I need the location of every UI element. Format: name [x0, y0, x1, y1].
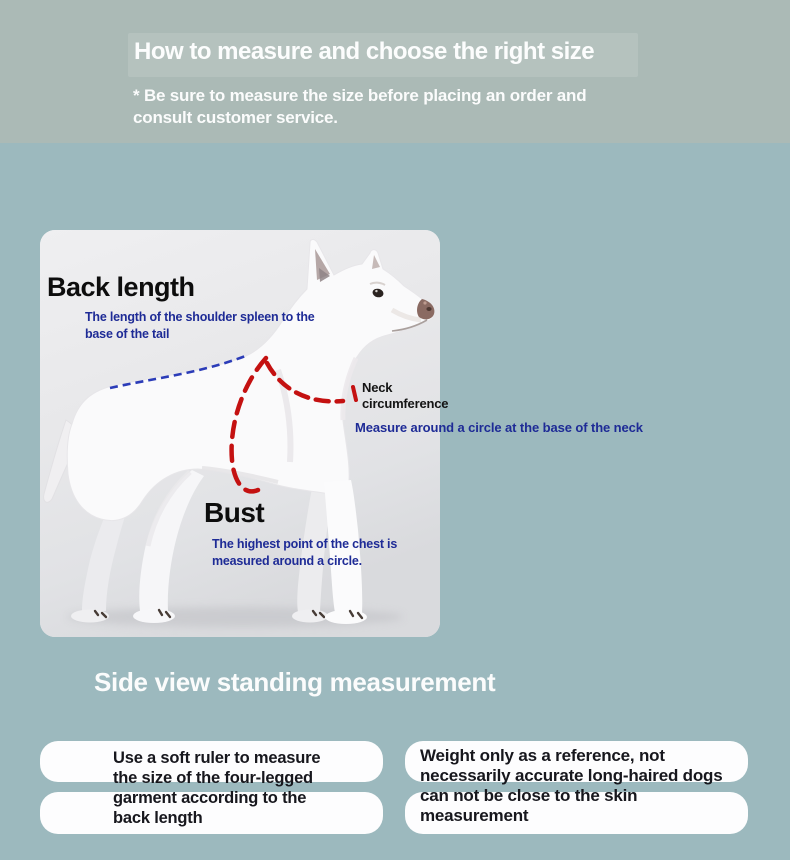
- neck-circumference-label: Neck circumference: [362, 380, 449, 411]
- neck-circumference-caption: Measure around a circle at the base of the neck: [355, 420, 643, 435]
- note-right-text: Weight only as a reference, not necessarily accurate long-haired dogs can not be close to the skin measurement: [420, 746, 723, 825]
- note-weight-reference: [405, 741, 748, 833]
- nose-highlight: [423, 301, 426, 304]
- bust-label: Bust: [204, 497, 265, 528]
- nostril: [426, 307, 431, 311]
- note-measuring-instructions: [40, 741, 383, 833]
- section-title: Side view standing measurement: [94, 667, 496, 697]
- bust-caption: The highest point of the chest is measured around a circle.: [212, 537, 398, 568]
- dog-rear-far-paw: [71, 610, 109, 623]
- back-length-caption: The length of the shoulder spleen to the base of the tail: [85, 310, 315, 341]
- page-title: How to measure and choose the right size: [134, 38, 595, 65]
- header-band: [0, 0, 790, 143]
- note-left-text: Use a soft ruler to measure the size of the four-legged garment according to the back length: [113, 749, 321, 827]
- back-length-label: Back length: [47, 272, 195, 302]
- page-subtitle: * Be sure to measure the size before placing an order and consult customer service.: [133, 86, 587, 127]
- dog-measurement-photo-card: [40, 230, 643, 637]
